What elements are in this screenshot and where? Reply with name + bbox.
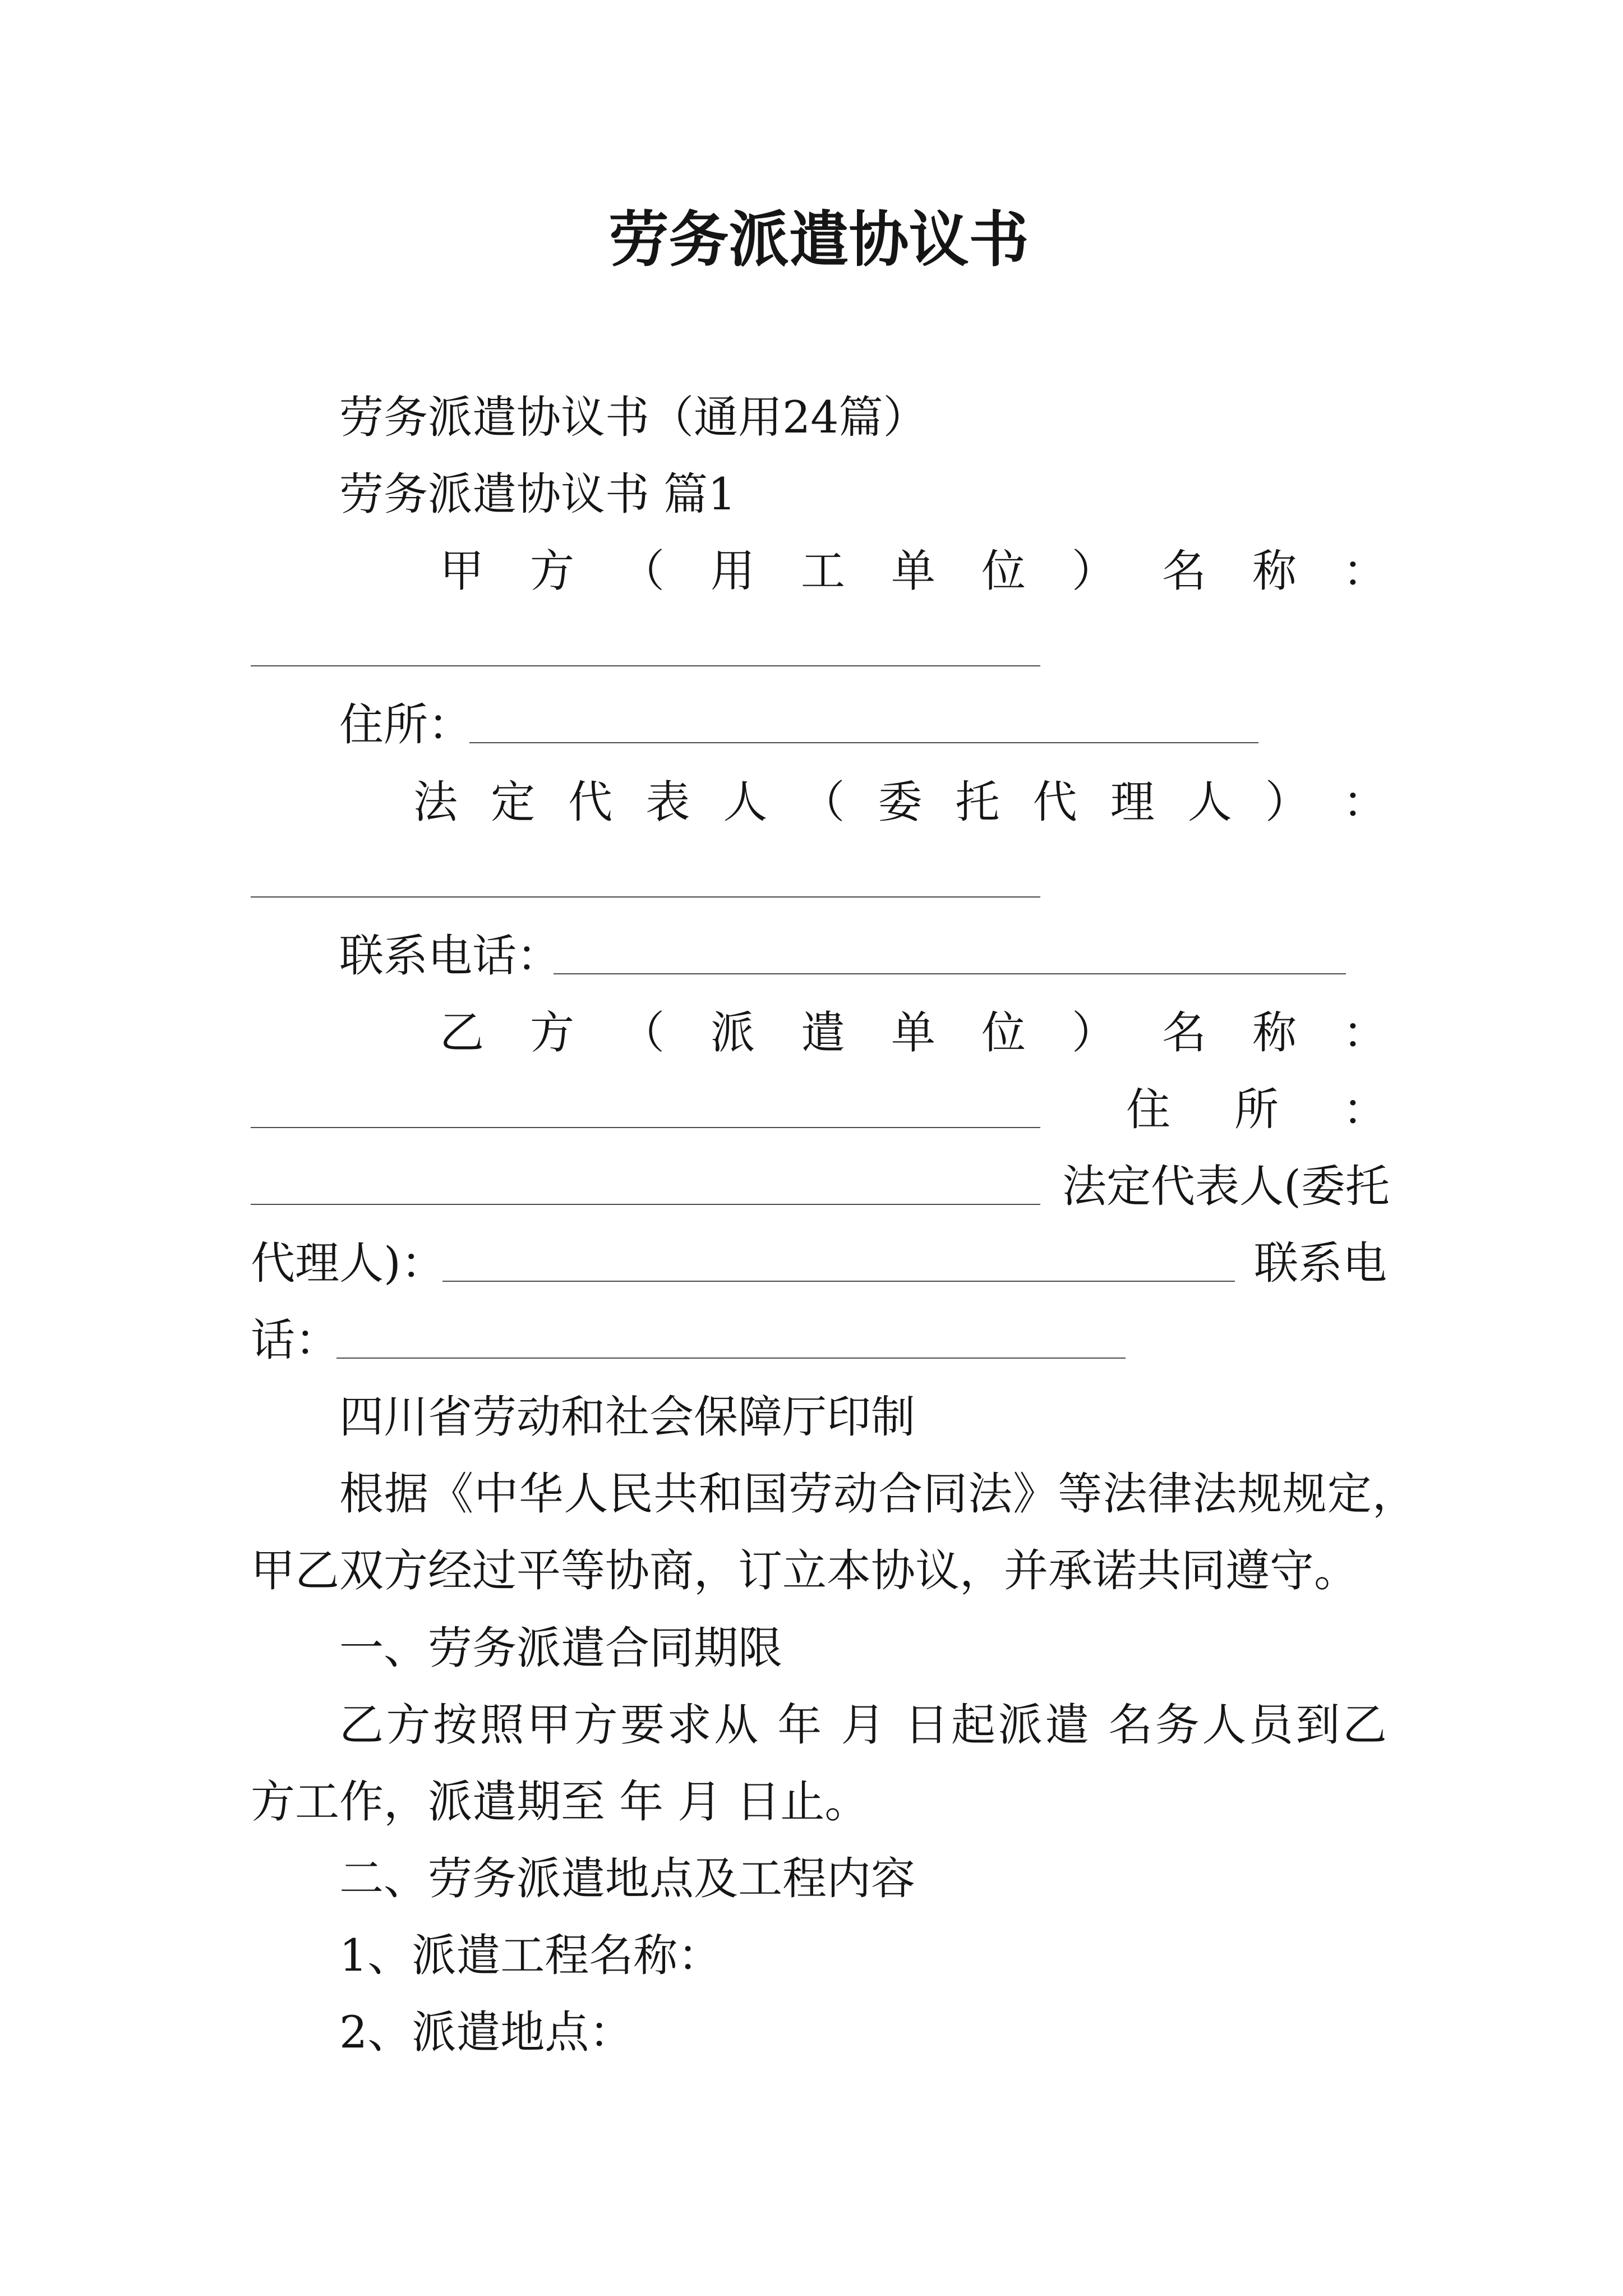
party-b-name-line bbox=[0, 995, 1623, 1071]
party-a-phone-label: 联系电话： bbox=[339, 930, 561, 982]
section-1-body-line-1 bbox=[0, 1687, 1623, 1764]
section-1-body-text-2: 方工作，派遣期至 年 月 日止。 bbox=[251, 1776, 869, 1828]
party-a-address-blank bbox=[469, 742, 1258, 743]
issuer-text: 四川省劳动和社会保障厅印制 bbox=[339, 1391, 915, 1443]
preamble-line-1 bbox=[0, 1456, 1623, 1533]
party-a-name-label: 甲 方 （ 用 工 单 位 ） 名 称 ： bbox=[440, 545, 1387, 597]
party-a-phone-line bbox=[0, 918, 1623, 995]
section-2-item-2: 2、派遣地点： bbox=[339, 2007, 634, 2058]
party-a-legal-rep-blank-line bbox=[0, 841, 1623, 918]
party-b-phone-label-start: 联 系 电 bbox=[1254, 1237, 1387, 1289]
party-a-name-blank bbox=[251, 665, 1040, 666]
section-2-heading: 二、劳务派遣地点及工程内容 bbox=[339, 1853, 915, 1904]
article-heading: 劳务派遣协议书 篇1 bbox=[339, 468, 736, 520]
party-a-legal-rep-label: 法 定 代 表 人 （ 委 托 代 理 人 ） ： bbox=[413, 776, 1387, 828]
issuer-line bbox=[0, 1379, 1623, 1456]
party-a-legal-rep-blank bbox=[251, 896, 1040, 898]
party-a-address-label: 住所： bbox=[339, 699, 472, 751]
party-a-name-blank-line bbox=[0, 610, 1623, 687]
party-a-phone-blank bbox=[554, 973, 1346, 974]
party-b-name-blank bbox=[251, 1127, 1040, 1128]
party-b-address-label: 住 所 ： bbox=[1126, 1084, 1387, 1135]
preamble-line-2 bbox=[0, 1533, 1623, 1609]
section-2-heading-line bbox=[0, 1841, 1623, 1917]
party-b-name-label: 乙 方 （ 派 遣 单 位 ） 名 称 ： bbox=[440, 1007, 1387, 1059]
section-1-heading-line bbox=[0, 1610, 1623, 1687]
party-b-address-blank bbox=[251, 1204, 1040, 1205]
party-a-address-line bbox=[0, 687, 1623, 763]
section-2-item-1-line bbox=[0, 1917, 1623, 1994]
section-2-item-1: 1、派遣工程名称： bbox=[339, 1930, 722, 1981]
party-b-legal-rep-blank bbox=[442, 1281, 1235, 1282]
party-b-legal-rep-label-end: 代理人)： bbox=[251, 1237, 445, 1289]
party-b-phone-label-end: 话： bbox=[251, 1314, 339, 1366]
document-title: 劳务派遣协议书 bbox=[608, 208, 1029, 274]
preamble-text-1: 根 据 《 中 华 人 民 共 和 国 劳 动 合 同 法 》 等 法 律 法 规 规 定 ， bbox=[339, 1468, 1417, 1520]
party-b-address-blank-line bbox=[0, 1148, 1623, 1225]
party-a-name-line bbox=[0, 533, 1623, 610]
preamble-text-2: 甲乙双方经过平等协商，订立本协议，并承诺共同遵守。 bbox=[251, 1545, 1358, 1596]
party-b-name-blank-line bbox=[0, 1071, 1623, 1148]
party-b-phone-line bbox=[0, 1302, 1623, 1379]
party-b-legal-rep-label-start: 法 定 代 表 人 ( 委 托 bbox=[1062, 1161, 1390, 1212]
section-1-body-line-2 bbox=[0, 1764, 1623, 1841]
section-1-heading: 一、劳务派遣合同期限 bbox=[339, 1622, 782, 1674]
party-a-legal-rep-line bbox=[0, 764, 1623, 841]
section-2-item-2-line bbox=[0, 1994, 1623, 2071]
party-b-phone-blank bbox=[336, 1358, 1126, 1359]
collection-title-line bbox=[0, 379, 1623, 456]
section-1-body-text-1: 乙 方 按 照 甲 方 要 求 从 年 月 日 起 派 遣 名 务 人 员 到 乙 bbox=[339, 1699, 1387, 1751]
article-heading-line bbox=[0, 456, 1623, 533]
party-b-legal-rep-line bbox=[0, 1225, 1623, 1302]
collection-title: 劳务派遣协议书（通用24篇） bbox=[339, 392, 928, 443]
